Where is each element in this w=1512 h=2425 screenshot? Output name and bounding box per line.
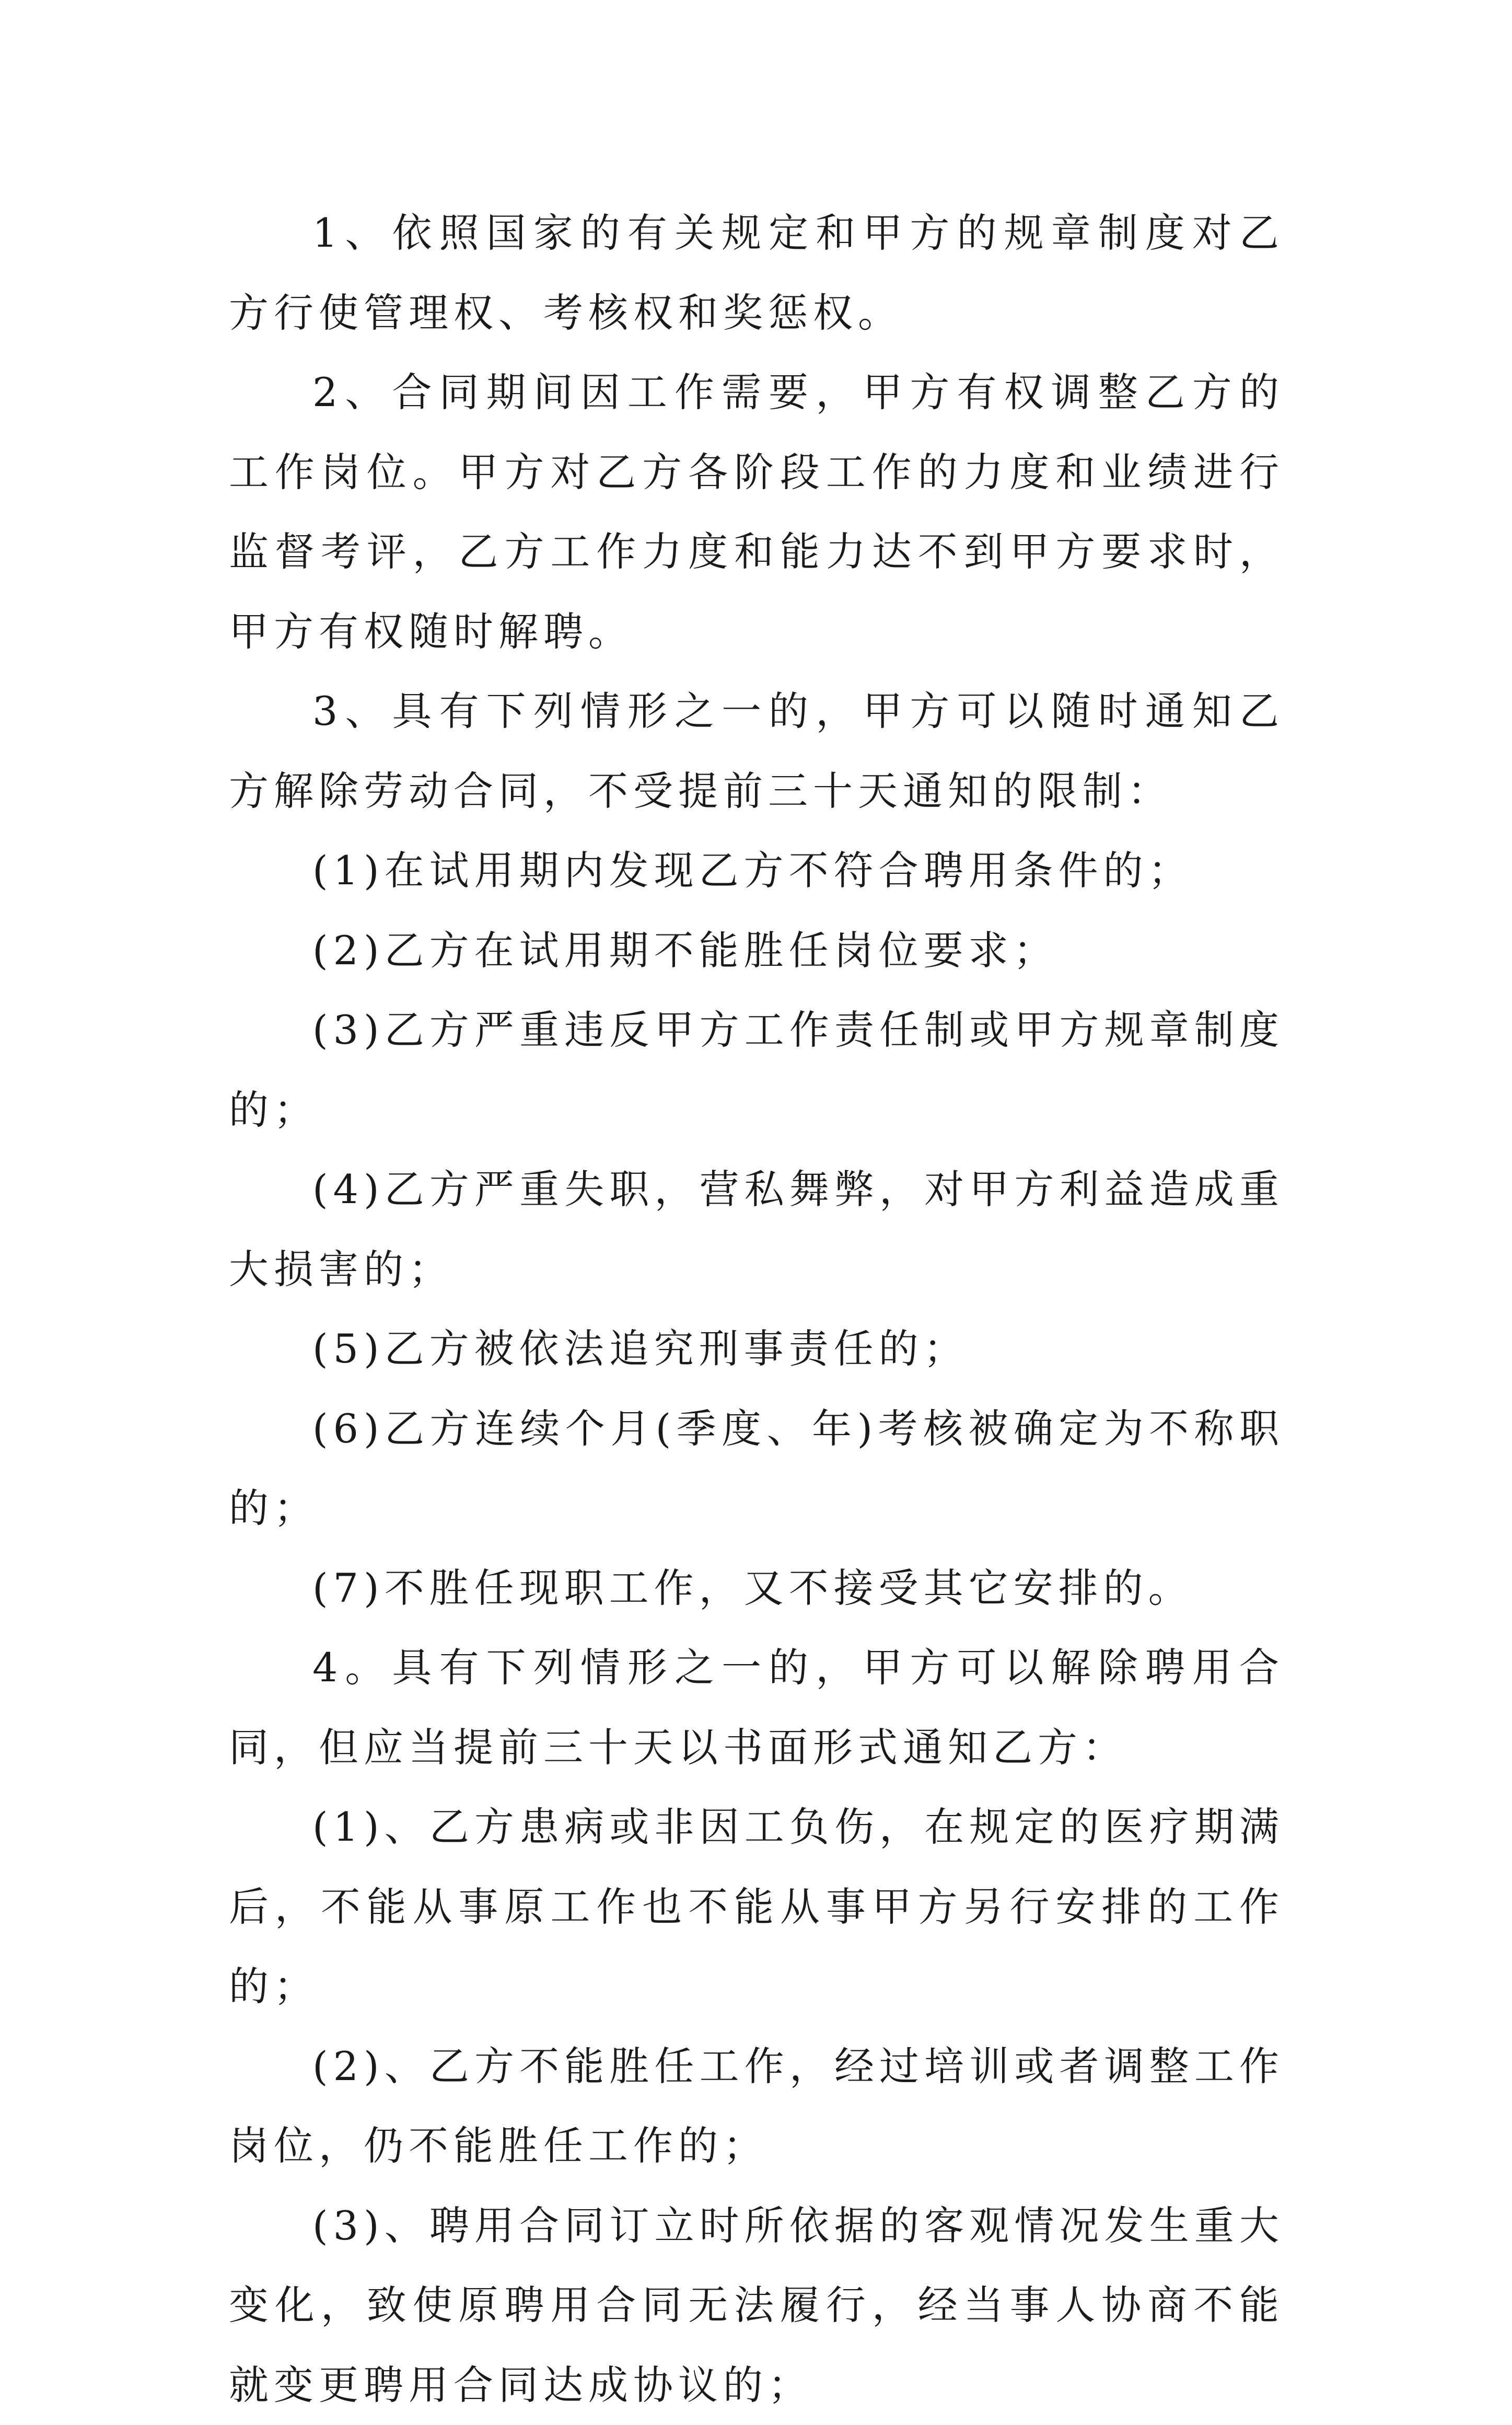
clause-3-item-7: (7)不胜任现职工作，又不接受其它安排的。	[229, 1549, 1284, 1629]
clause-3-item-6: (6)乙方连续个月(季度、年)考核被确定为不称职的；	[229, 1389, 1284, 1549]
document-body	[229, 193, 1284, 2425]
clause-3-item-2: (2)乙方在试用期不能胜任岗位要求；	[229, 911, 1284, 991]
clause-4-item-2: (2)、乙方不能胜任工作，经过培训或者调整工作岗位，仍不能胜任工作的；	[229, 2027, 1284, 2186]
clause-3-item-3: (3)乙方严重违反甲方工作责任制或甲方规章制度的；	[229, 990, 1284, 1150]
clause-3-item-4: (4)乙方严重失职，营私舞弊，对甲方利益造成重大损害的；	[229, 1150, 1284, 1309]
clause-3-item-5: (5)乙方被依法追究刑事责任的；	[229, 1309, 1284, 1389]
clause-2: 2、合同期间因工作需要，甲方有权调整乙方的工作岗位。甲方对乙方各阶段工作的力度和业绩进行监督考评，乙方工作力度和能力达不到甲方要求时，甲方有权随时解聘。	[229, 353, 1284, 672]
clause-4-item-3: (3)、聘用合同订立时所依据的客观情况发生重大变化，致使原聘用合同无法履行，经当事人协商不能就变更聘用合同达成协议的；	[229, 2186, 1284, 2425]
clause-4-item-1: (1)、乙方患病或非因工负伤，在规定的医疗期满后，不能从事原工作也不能从事甲方另行安排的工作的；	[229, 1787, 1284, 2027]
clause-3: 3、具有下列情形之一的，甲方可以随时通知乙方解除劳动合同，不受提前三十天通知的限制：	[229, 672, 1284, 831]
clause-3-item-1: (1)在试用期内发现乙方不符合聘用条件的；	[229, 831, 1284, 911]
clause-4: 4。具有下列情形之一的，甲方可以解除聘用合同，但应当提前三十天以书面形式通知乙方：	[229, 1628, 1284, 1787]
clause-1: 1、依照国家的有关规定和甲方的规章制度对乙方行使管理权、考核权和奖惩权。	[229, 193, 1284, 353]
